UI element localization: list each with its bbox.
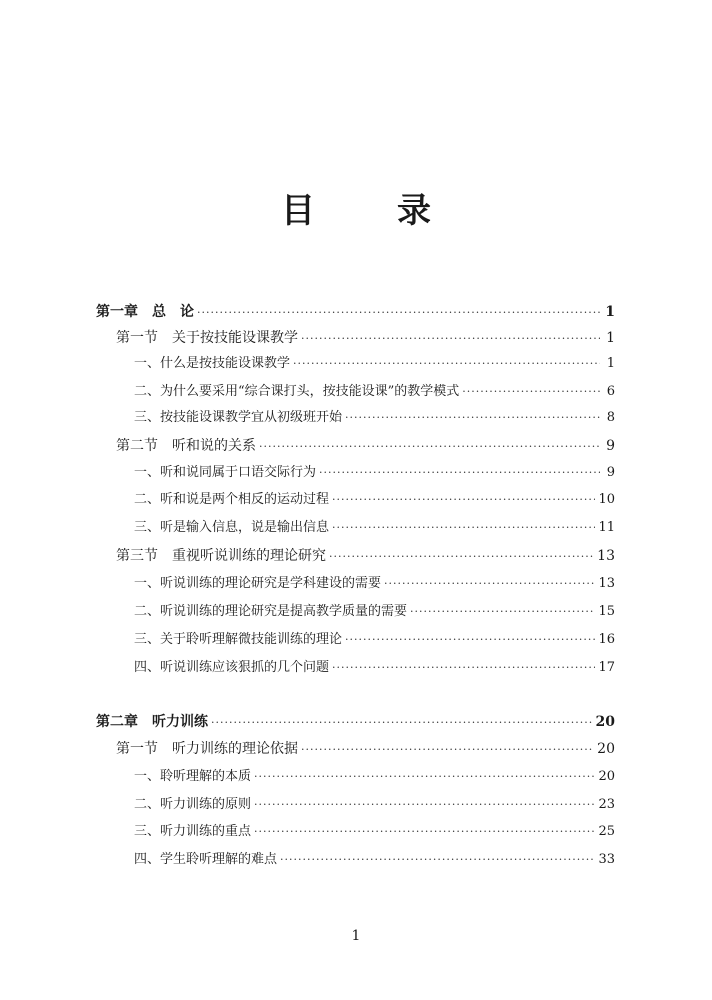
dot-leader <box>301 327 600 351</box>
toc-entry-page: 13 <box>598 576 615 591</box>
toc-entry-item <box>134 516 615 540</box>
toc-entry-page: 16 <box>598 632 615 647</box>
toc-entry-page: 8 <box>606 410 615 425</box>
toc-entry-page: 13 <box>597 548 615 564</box>
dot-leader <box>462 380 600 404</box>
toc-entry-label: 一、听说训练的理论研究是学科建设的需要 <box>134 576 382 591</box>
toc-entry-section <box>116 326 615 350</box>
dot-leader <box>211 711 593 735</box>
dot-leader <box>332 516 595 540</box>
toc-entry-label: 第一章 总 论 <box>96 304 194 320</box>
dot-leader <box>332 656 595 680</box>
toc-entry-page: 1 <box>606 356 615 371</box>
toc-entry-item <box>134 656 615 680</box>
page-title: 目 录 <box>281 191 455 231</box>
dot-leader <box>197 301 600 325</box>
toc-entry-page: 33 <box>598 852 615 867</box>
toc-entry-label: 第一节 听力训练的理论依据 <box>116 741 298 757</box>
toc-entry-item <box>134 765 615 789</box>
toc-entry-label: 第一节 关于按技能设课教学 <box>116 330 298 346</box>
toc-entry-label: 第二章 听力训练 <box>96 714 208 730</box>
toc-entry-item <box>134 352 615 376</box>
dot-leader <box>259 435 600 459</box>
toc-entry-label: 一、什么是按技能设课教学 <box>134 356 291 371</box>
toc-entry-page: 20 <box>595 714 615 730</box>
toc-entry-chapter <box>96 710 615 734</box>
toc-entry-page: 20 <box>598 769 615 784</box>
dot-leader <box>319 461 600 485</box>
dot-leader <box>329 545 594 569</box>
toc-entry-item <box>134 793 615 817</box>
toc-entry-item <box>134 406 615 430</box>
toc-entry-item <box>134 600 615 624</box>
dot-leader <box>384 572 595 596</box>
toc-entry-page: 9 <box>606 438 615 454</box>
toc-entry-page: 20 <box>597 741 615 757</box>
toc-entry-label: 四、听说训练应该狠抓的几个问题 <box>134 660 330 675</box>
toc-entry-label: 三、按技能设课教学宜从初级班开始 <box>134 410 343 425</box>
dot-leader <box>410 600 595 624</box>
toc-entry-page: 1 <box>605 304 615 320</box>
dot-leader <box>345 628 595 652</box>
toc-entry-page: 9 <box>606 465 615 480</box>
toc-entry-label: 二、听力训练的原则 <box>134 797 252 812</box>
toc-entry-section <box>116 737 615 761</box>
toc-entry-label: 二、听和说是两个相反的运动过程 <box>134 492 330 507</box>
toc-entry-page: 1 <box>606 330 615 346</box>
toc-entry-label: 第三节 重视听说训练的理论研究 <box>116 548 326 564</box>
toc-entry-page: 10 <box>598 492 615 507</box>
toc-entry-item <box>134 572 615 596</box>
dot-leader <box>345 406 600 430</box>
toc-entry-section <box>116 544 615 568</box>
toc-entry-item <box>134 848 615 872</box>
toc-entry-section <box>116 434 615 458</box>
dot-leader <box>254 820 595 844</box>
dot-leader <box>254 765 595 789</box>
toc-entry-page: 25 <box>598 824 615 839</box>
page-number: 1 <box>351 928 361 944</box>
toc-entry-label: 二、为什么要采用“综合课打头，按技能设课”的教学模式 <box>134 384 460 399</box>
toc-entry-item <box>134 461 615 485</box>
toc-entry-page: 17 <box>598 660 615 675</box>
toc-entry-item <box>134 380 615 404</box>
toc-entry-item <box>134 488 615 512</box>
dot-leader <box>254 793 595 817</box>
toc-entry-label: 四、学生聆听理解的难点 <box>134 852 278 867</box>
dot-leader <box>293 352 600 376</box>
toc-entry-label: 一、聆听理解的本质 <box>134 769 252 784</box>
toc-entry-page: 11 <box>598 520 615 535</box>
toc-entry-label: 二、听说训练的理论研究是提高教学质量的需要 <box>134 604 408 619</box>
dot-leader <box>280 848 595 872</box>
toc-entry-item <box>134 628 615 652</box>
toc-entry-label: 一、听和说同属于口语交际行为 <box>134 465 317 480</box>
toc-entry-item <box>134 820 615 844</box>
toc-entry-chapter <box>96 300 615 324</box>
toc-entry-label: 三、听力训练的重点 <box>134 824 252 839</box>
toc-entry-page: 6 <box>606 384 615 399</box>
toc-entry-page: 15 <box>598 604 615 619</box>
toc-entry-label: 三、听是输入信息，说是输出信息 <box>134 520 330 535</box>
dot-leader <box>301 738 594 762</box>
dot-leader <box>332 488 595 512</box>
toc-entry-page: 23 <box>598 797 615 812</box>
toc-entry-label: 第二节 听和说的关系 <box>116 438 256 454</box>
toc-entry-label: 三、关于聆听理解微技能训练的理论 <box>134 632 343 647</box>
